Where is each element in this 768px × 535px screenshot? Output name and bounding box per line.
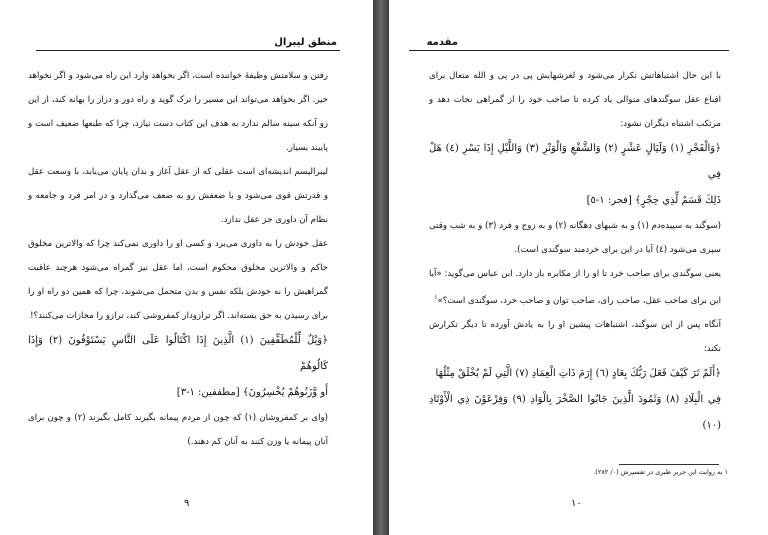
paragraph: [429, 262, 721, 313]
header-rule-right: [409, 50, 729, 51]
book-spine: [373, 0, 389, 535]
body-text-right: [429, 64, 721, 439]
paragraph: با این حال اشتباهاتش تکرار می‌شود و لغزشهایش پی در پی و الله متعال برای اقناع عقل سوگندهای متوالی یاد کرده تا صاحب خود را از گمراهی نجات دهد و مرتکب اشتباه دیگران نشود:: [429, 71, 721, 129]
quran-verse: ﴿وَالْفَجْرِ (١) وَلَيَالٍ عَشْرٍ (٢) وَالشَّفْعِ وَالْوَتْرِ (٣) وَاللَّيْلِ إِذَا يَسْرِ (٤) هَلْ فِي: [429, 143, 721, 180]
quran-verse: ذَلِكَ قَسَمٌ لِّذِي حِجْرٍ﴾ [فجر: ١-٥]: [586, 195, 721, 206]
paragraph: آنگاه پس از این سوگند، اشتباهات پیشین او را به یادش آورده تا دیگر تکرارش نکند:: [429, 319, 721, 354]
quran-verse: أَو وَّزَنُوهُمْ يُخْسِرُونَ﴾ [مطففين: ١-٣]: [176, 387, 328, 398]
page-number-left: ٩: [184, 498, 190, 509]
paragraph-text: یعنی سوگندی برای صاحب خرد تا او را از مکابره باز دارد. ابن عباس می‌گوید: «آیا این برای صاحب عقل، صاحب رای، صاحب توان و صاحب خرد، سوگندی است؟»: [429, 269, 721, 306]
paragraph: عقل خودش را به داوری می‌برد و کسی او را داوری نمی‌کند چرا که والاترین مخلوق حاکم و والاترین مخلوق محکوم است، اما عقل نیز گمراه می‌شود هرچند عاقبت گمراهیش را نه خودش بلکه نفس و بدن متحمل می‌شوند، چرا که همین دو راه او را برای رسیدن به حق بسته‌اند. اگر ترازودار کمفروشی کند، ترازو را مجازات می‌کنند؟!: [28, 239, 328, 321]
body-text-left: [28, 64, 328, 454]
page-number-right: ١٠: [571, 498, 582, 509]
paragraph: لیبرالیسم اندیشه‌ای است عقلی که از عقل آغاز و بدان پایان می‌یابد، با وسعت عقل و قدرتش قوی می‌شود و با ضعفش رو به ضعف می‌گذارد و در امر فرد و جامعه و نظام آن داوری جز عقل ندارد.: [28, 167, 328, 225]
footnote-rule: [619, 464, 719, 465]
footnote: ١ به روایت ابن جریر طبری در تفسیرش (٠/ ٢٨٢).: [593, 468, 728, 476]
verse-translation: (وای بر کمفروشان (١) که چون از مردم پیمانه بگیرند کامل بگیرند (٢) و چون برای آنان پیمانه یا وزن کنند به آنان کم دهند.): [28, 413, 328, 447]
right-page: [389, 0, 768, 535]
running-header-left: منطق لیبرال: [274, 37, 337, 48]
verse-translation: (سوگند به سپیده‌دم (١) و به شبهای دهگانه (٢) و به زوج و فرد (٣) و به شب وقتی سپری می‌شود (٤) آیا در این برای خردمند سوگندی است).: [429, 221, 721, 255]
paragraph: رفتن و سلامتش وظیفهٔ خواننده است، اگر بخواهد وارد این راه می‌شود و اگر نخواهد خیر. اگر بخواهد می‌تواند این مسیر را ترک گوید و راه دور و دراز را بهانه کند، از این رو آنکه سینه سالم ندارد به هدف این کتاب دست نیازد، چرا که طبعها ضعیف است و پایبند بسیار.: [28, 71, 328, 153]
left-page: [0, 0, 373, 535]
quran-verse: ﴿وَيْلٌ لِّلْمُطَفِّفِينَ (١) الَّذِينَ إِذَا اكْتَالُوا عَلَى النَّاسِ يَسْتَوْفُونَ (٢) وَإِذَا كَالُوهُمْ: [28, 335, 328, 372]
footnote-marker: ١: [434, 294, 438, 301]
header-rule-left: [36, 50, 340, 51]
running-header-right: مقدمه: [426, 37, 458, 48]
quran-verse: ﴿أَلَمْ تَرَ كَيْفَ فَعَلَ رَبُّكَ بِعَادٍ (٦) إِرَمَ ذَاتِ الْعِمَادِ (٧) الَّتِي لَمْ يُخْلَقْ مِثْلُهَا: [435, 367, 721, 379]
quran-verse: فِي الْبِلَادِ (٨) وَثَمُودَ الَّذِينَ جَابُوا الصَّخْرَ بِالْوَادِ (٩) وَفِرْعَوْنَ ذِي الْأَوْتَادِ (١٠): [429, 393, 722, 431]
